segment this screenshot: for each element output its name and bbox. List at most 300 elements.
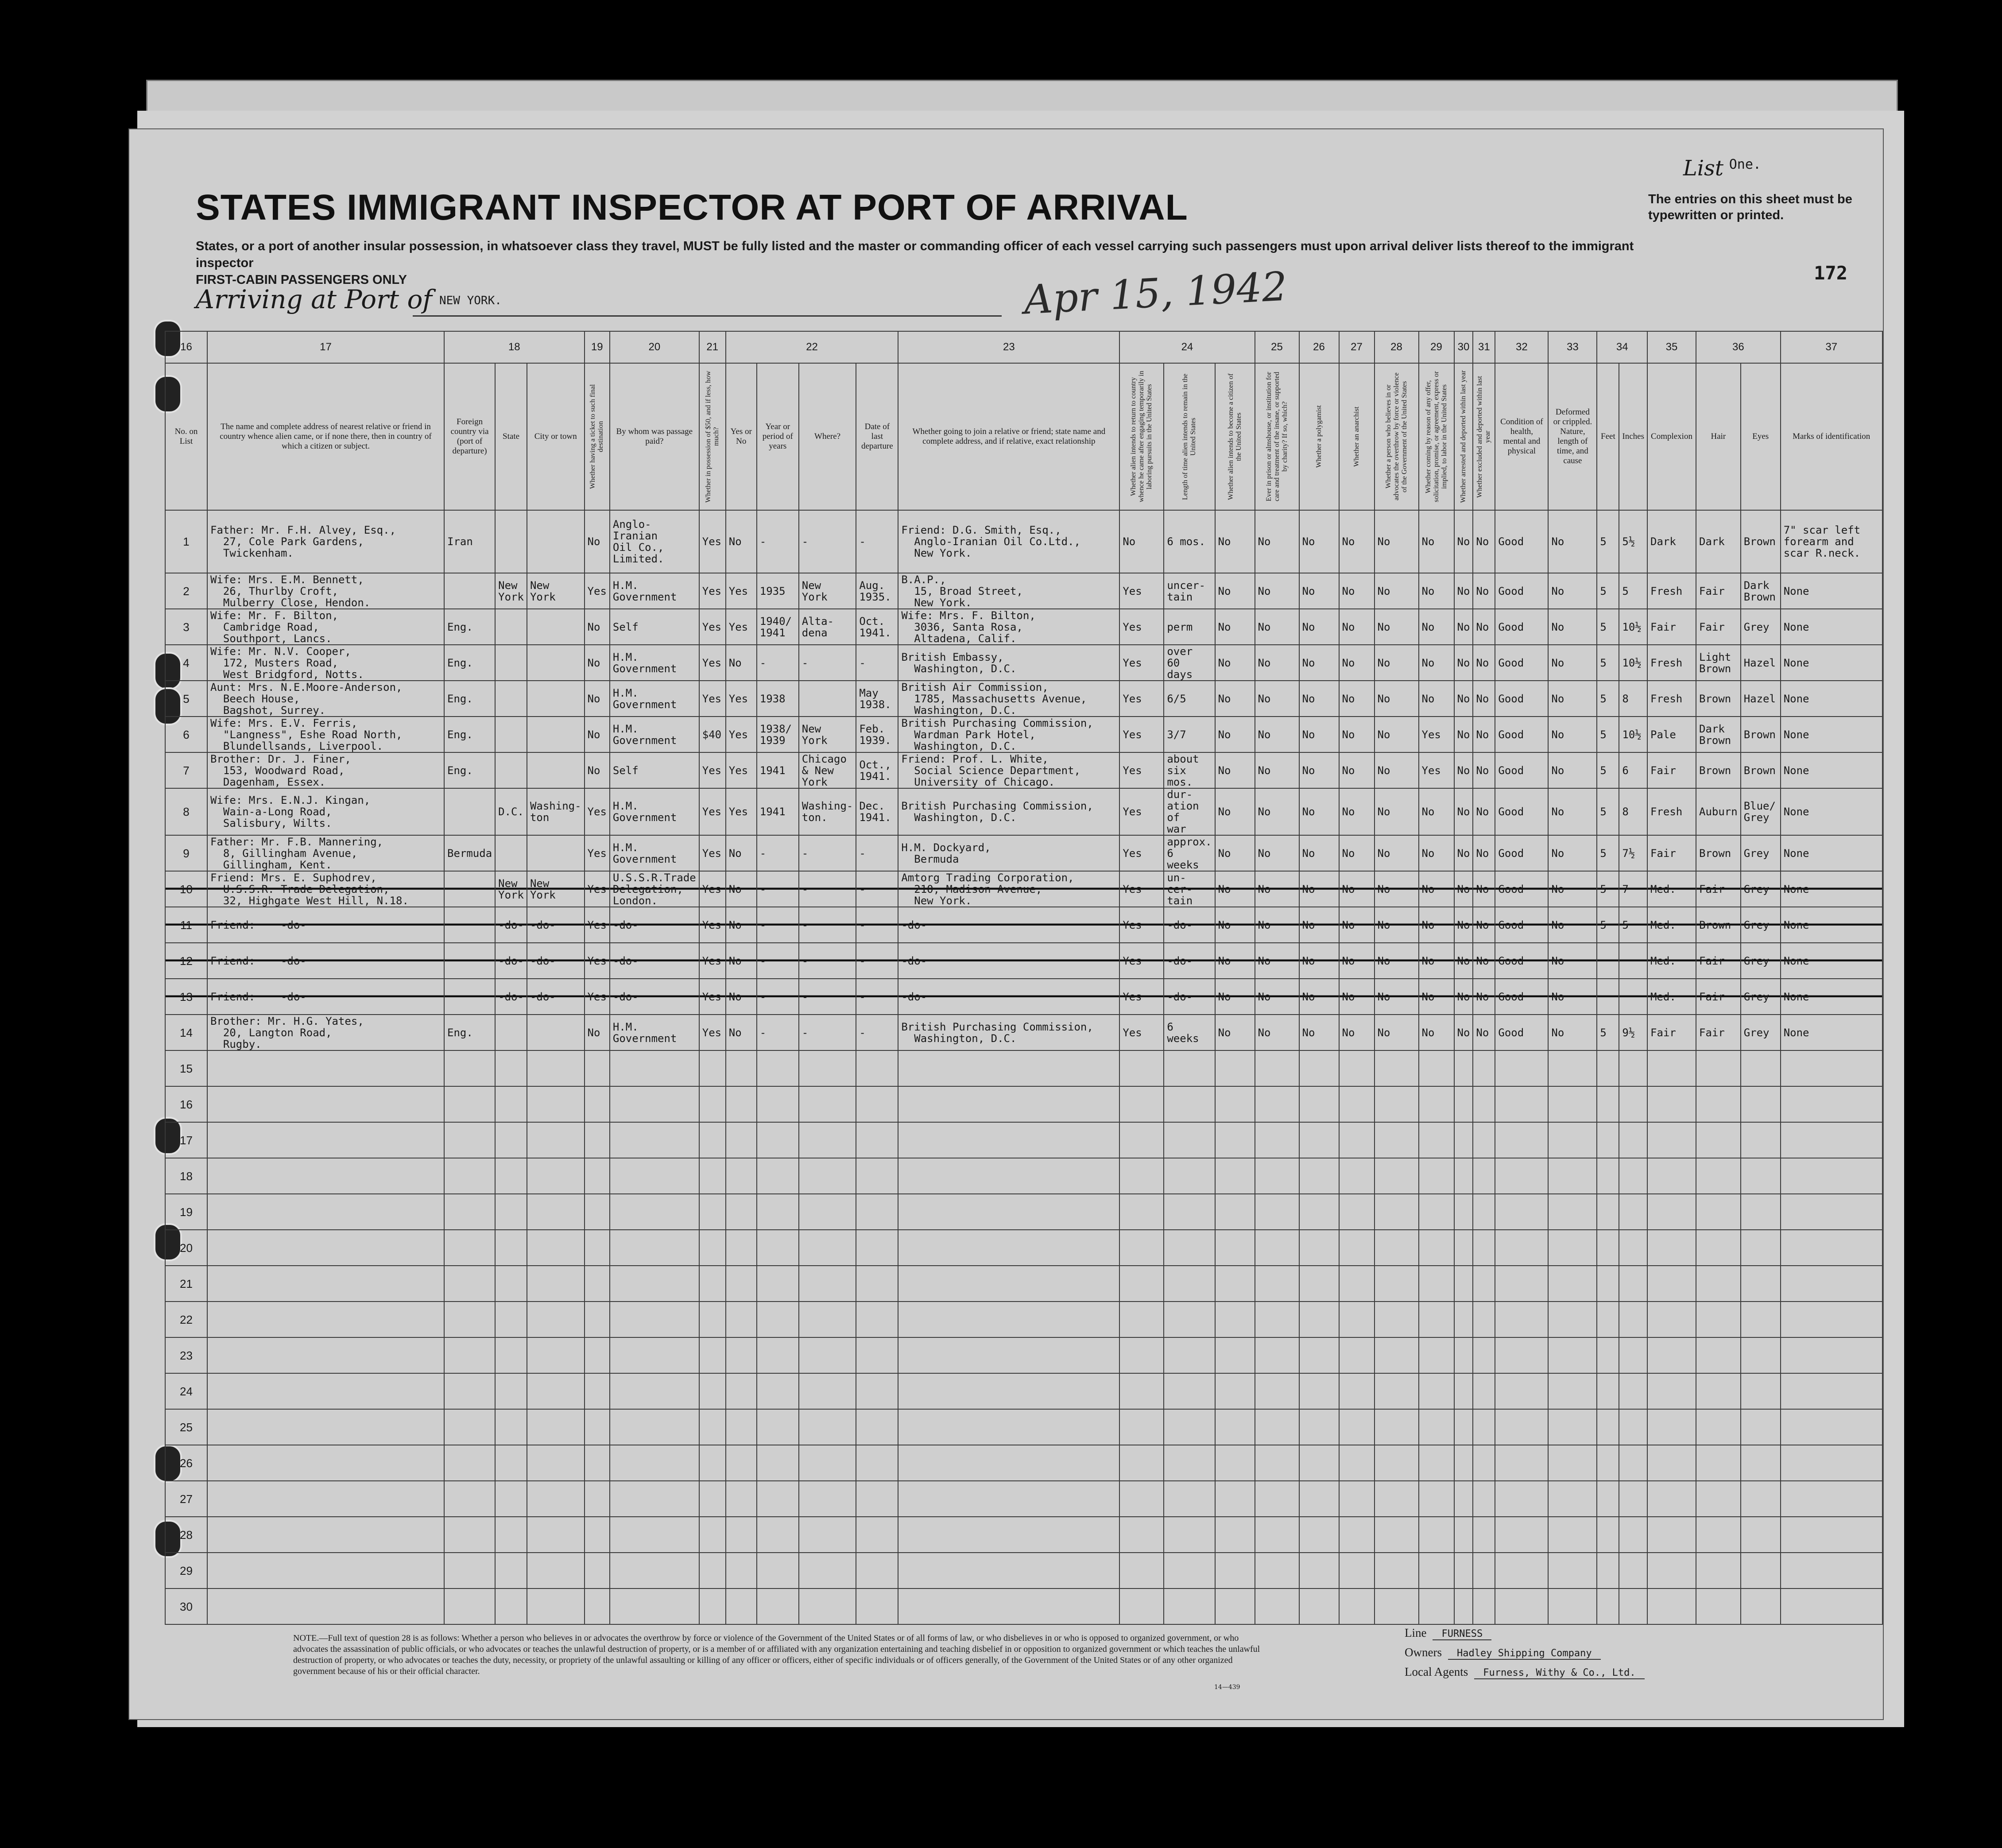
cell-state — [495, 1588, 527, 1624]
cell-ticket: No — [585, 1015, 610, 1050]
cell-no: 22 — [165, 1302, 207, 1337]
cell-years: - — [757, 943, 799, 979]
cell-p3 — [1164, 1266, 1215, 1302]
col-join: Whether going to join a relative or friend; state name and complete address, and if relative, exact relationship — [898, 363, 1119, 510]
cell-city — [527, 835, 585, 871]
cell-eyes: Grey — [1741, 1015, 1781, 1050]
cell-state — [495, 1122, 527, 1158]
cell-years — [757, 1194, 799, 1230]
cell-ticket — [585, 1445, 610, 1481]
cell-before: No — [726, 979, 757, 1015]
col-num: 31 — [1473, 331, 1495, 363]
cell-relative: Wife: Mrs. E.N.J. Kingan, Wain-a-Long Road, Salisbury, Wilts. — [207, 788, 444, 835]
cell-foreign: Eng. — [444, 1015, 495, 1050]
cell-join: -do- — [898, 979, 1119, 1015]
cell-c29 — [1419, 1481, 1454, 1517]
cell-c28: No — [1375, 907, 1419, 943]
cell-eyes — [1741, 1445, 1781, 1481]
cell-hair: Brown — [1696, 835, 1741, 871]
cell-years — [757, 1553, 799, 1588]
page-number: 172 — [1814, 262, 1847, 284]
cell-c25 — [1255, 1086, 1299, 1122]
cell-p3: uncer- tain — [1164, 573, 1215, 609]
cell-c31: No — [1473, 835, 1495, 871]
cell-p3: over 60 days — [1164, 645, 1215, 681]
cell-p3 — [1164, 1481, 1215, 1517]
cell-deformed — [1548, 1050, 1597, 1086]
table-row — [165, 752, 1882, 788]
cell-inches: 5 — [1619, 573, 1647, 609]
cell-relative: Wife: Mrs. E.M. Bennett, 26, Thurlby Croft, Mulberry Close, Hendon. — [207, 573, 444, 609]
cell-feet — [1597, 1122, 1619, 1158]
cell-state — [495, 1050, 527, 1086]
cell-state — [495, 1086, 527, 1122]
cell-years: - — [757, 871, 799, 907]
col-hair: Hair — [1696, 363, 1741, 510]
cell-deformed — [1548, 1517, 1597, 1553]
cell-state — [495, 835, 527, 871]
cell-c29 — [1419, 1337, 1454, 1373]
cell-health — [1495, 1337, 1548, 1373]
cell-c26: No — [1299, 907, 1339, 943]
cell-eyes — [1741, 1517, 1781, 1553]
cell-dep: - — [856, 645, 898, 681]
cell-eyes: Brown — [1741, 752, 1781, 788]
cell-ticket — [585, 1158, 610, 1194]
cell-c26: No — [1299, 645, 1339, 681]
cell-p1: Yes — [1119, 752, 1164, 788]
cell-inches — [1619, 1445, 1647, 1481]
cell-inches — [1619, 1194, 1647, 1230]
cell-dep — [856, 1086, 898, 1122]
cell-paid: Anglo- Iranian Oil Co., Limited. — [610, 510, 699, 573]
cell-foreign — [444, 907, 495, 943]
cell-where: New York — [799, 717, 856, 752]
cell-before — [726, 1266, 757, 1302]
cell-marks — [1781, 1373, 1882, 1409]
table-row — [165, 1266, 1882, 1302]
cell-no: 21 — [165, 1266, 207, 1302]
cell-c28 — [1375, 1302, 1419, 1337]
cell-years: - — [757, 907, 799, 943]
cell-no: 20 — [165, 1230, 207, 1266]
cell-feet: 5 — [1597, 609, 1619, 645]
cell-c27: No — [1339, 752, 1375, 788]
cell-c27: No — [1339, 943, 1375, 979]
cell-deformed: No — [1548, 943, 1597, 979]
cell-c29 — [1419, 1230, 1454, 1266]
cell-relative: Wife: Mrs. E.V. Ferris, "Langness", Eshe Road North, Blundellsands, Liverpool. — [207, 717, 444, 752]
cell-ticket: No — [585, 510, 610, 573]
cell-complexion: Fair — [1647, 1015, 1696, 1050]
cell-paid: H.M. Government — [610, 573, 699, 609]
cell-p1 — [1119, 1373, 1164, 1409]
cell-feet: 5 — [1597, 907, 1619, 943]
cell-where — [799, 1517, 856, 1553]
cell-before: Yes — [726, 681, 757, 717]
line-owners-agents — [1405, 1626, 1715, 1685]
cell-ticket — [585, 1122, 610, 1158]
cell-c28: No — [1375, 788, 1419, 835]
cell-where: - — [799, 979, 856, 1015]
cell-fifty: Yes — [699, 681, 726, 717]
cell-c25: No — [1255, 979, 1299, 1015]
cell-c29 — [1419, 1373, 1454, 1409]
cell-hair: Light Brown — [1696, 645, 1741, 681]
col-city: City or town — [527, 363, 585, 510]
cell-fifty — [699, 1050, 726, 1086]
cell-c25 — [1255, 1445, 1299, 1481]
cell-deformed — [1548, 1086, 1597, 1122]
line-label: Line — [1405, 1626, 1427, 1639]
cell-c25 — [1255, 1158, 1299, 1194]
cell-c28: No — [1375, 510, 1419, 573]
col-q30-label: Whether arrested and deported within last year — [1459, 370, 1467, 503]
table-row — [165, 1015, 1882, 1050]
cell-p3 — [1164, 1194, 1215, 1230]
cell-deformed: No — [1548, 871, 1597, 907]
col-marks: Marks of identification — [1781, 363, 1882, 510]
cell-feet: 5 — [1597, 871, 1619, 907]
cell-deformed: No — [1548, 835, 1597, 871]
cell-marks — [1781, 1337, 1882, 1373]
cell-join: British Air Commission, 1785, Massachusetts Avenue, Washington, D.C. — [898, 681, 1119, 717]
agents-value: Furness, Withy & Co., Ltd. — [1474, 1667, 1644, 1679]
cell-fifty — [699, 1553, 726, 1588]
cell-before — [726, 1230, 757, 1266]
cell-p1 — [1119, 1445, 1164, 1481]
cell-p3 — [1164, 1409, 1215, 1445]
cell-before — [726, 1194, 757, 1230]
cell-relative: Father: Mr. F.H. Alvey, Esq., 27, Cole Park Gardens, Twickenham. — [207, 510, 444, 573]
cell-c27: No — [1339, 645, 1375, 681]
table-row — [165, 1230, 1882, 1266]
cell-before: No — [726, 510, 757, 573]
cell-c31: No — [1473, 573, 1495, 609]
cell-p1 — [1119, 1302, 1164, 1337]
cell-foreign — [444, 1373, 495, 1409]
cell-deformed: No — [1548, 717, 1597, 752]
cell-before: Yes — [726, 717, 757, 752]
cell-no: 9 — [165, 835, 207, 871]
cell-paid: -do- — [610, 943, 699, 979]
cell-c29 — [1419, 1409, 1454, 1445]
cell-c31: No — [1473, 871, 1495, 907]
cell-fifty — [699, 1445, 726, 1481]
cell-c26: No — [1299, 573, 1339, 609]
cell-fifty: Yes — [699, 871, 726, 907]
col-num: 26 — [1299, 331, 1339, 363]
col-foreign-country: Foreign country via (port of departure) — [444, 363, 495, 510]
cell-c25 — [1255, 1122, 1299, 1158]
cell-c29: No — [1419, 1015, 1454, 1050]
cell-years: 1941 — [757, 788, 799, 835]
cell-years — [757, 1517, 799, 1553]
cell-dep: - — [856, 1015, 898, 1050]
cell-health — [1495, 1158, 1548, 1194]
cell-complexion: Fair — [1647, 835, 1696, 871]
cell-c29 — [1419, 1588, 1454, 1624]
cell-c29: No — [1419, 609, 1454, 645]
col-num: 17 — [207, 331, 444, 363]
cell-c27: No — [1339, 609, 1375, 645]
cell-c25 — [1255, 1553, 1299, 1588]
cell-years — [757, 1158, 799, 1194]
cell-paid: H.M. Government — [610, 788, 699, 835]
cell-p4: No — [1215, 510, 1255, 573]
cell-c28 — [1375, 1337, 1419, 1373]
cell-c30 — [1454, 1588, 1473, 1624]
cell-marks — [1781, 1588, 1882, 1624]
cell-years: - — [757, 835, 799, 871]
cell-ticket: Yes — [585, 788, 610, 835]
cell-eyes — [1741, 1337, 1781, 1373]
cell-foreign — [444, 871, 495, 907]
cell-dep: - — [856, 871, 898, 907]
cell-years — [757, 1481, 799, 1517]
cell-ticket — [585, 1086, 610, 1122]
cell-dep — [856, 1588, 898, 1624]
page-title: STATES IMMIGRANT INSPECTOR AT PORT OF ARRIVAL — [196, 187, 1188, 228]
cell-dep: - — [856, 835, 898, 871]
cell-state — [495, 1158, 527, 1194]
cell-p3 — [1164, 1517, 1215, 1553]
cell-eyes — [1741, 1230, 1781, 1266]
cell-join — [898, 1302, 1119, 1337]
cell-marks: None — [1781, 645, 1882, 681]
cell-relative — [207, 1409, 444, 1445]
cell-p4 — [1215, 1194, 1255, 1230]
manifest-sheet — [128, 128, 1884, 1720]
cell-c26 — [1299, 1230, 1339, 1266]
cell-relative: Wife: Mr. F. Bilton, Cambridge Road, Southport, Lancs. — [207, 609, 444, 645]
cell-no: 8 — [165, 788, 207, 835]
cell-complexion — [1647, 1517, 1696, 1553]
cell-relative: Friend: -do- — [207, 907, 444, 943]
col-before-departure: Date of last departure — [856, 363, 898, 510]
cell-where — [799, 1481, 856, 1517]
arrival-date: Apr 15, 1942 — [1022, 263, 1289, 324]
cell-years: 1935 — [757, 573, 799, 609]
cell-paid — [610, 1122, 699, 1158]
cell-eyes: Grey — [1741, 943, 1781, 979]
cell-join — [898, 1337, 1119, 1373]
cell-feet — [1597, 1481, 1619, 1517]
cell-dep — [856, 1337, 898, 1373]
cell-fifty: Yes — [699, 752, 726, 788]
cell-deformed: No — [1548, 609, 1597, 645]
cell-c31 — [1473, 1158, 1495, 1194]
table-row — [165, 510, 1882, 573]
cell-relative — [207, 1230, 444, 1266]
cell-inches: 10½ — [1619, 609, 1647, 645]
cell-feet: 5 — [1597, 645, 1619, 681]
cell-c27 — [1339, 1230, 1375, 1266]
cell-feet — [1597, 1302, 1619, 1337]
cell-ticket — [585, 1230, 610, 1266]
cell-foreign: Eng. — [444, 645, 495, 681]
cell-p3 — [1164, 1230, 1215, 1266]
agents-row — [1405, 1665, 1715, 1685]
cell-where: - — [799, 871, 856, 907]
cell-p4: No — [1215, 907, 1255, 943]
col-length-stay — [1164, 363, 1215, 510]
cell-inches — [1619, 1266, 1647, 1302]
cell-dep — [856, 1445, 898, 1481]
cell-health: Good — [1495, 609, 1548, 645]
table-row — [165, 1445, 1882, 1481]
table-row — [165, 835, 1882, 871]
cell-before — [726, 1517, 757, 1553]
cell-c27 — [1339, 1517, 1375, 1553]
cell-before — [726, 1337, 757, 1373]
table-row — [165, 1553, 1882, 1588]
cell-marks: None — [1781, 943, 1882, 979]
cell-paid — [610, 1445, 699, 1481]
cell-p3: perm — [1164, 609, 1215, 645]
cell-eyes: Grey — [1741, 609, 1781, 645]
cell-c27: No — [1339, 573, 1375, 609]
cell-c26 — [1299, 1373, 1339, 1409]
cell-c27: No — [1339, 717, 1375, 752]
cell-c29: Yes — [1419, 752, 1454, 788]
cell-years: - — [757, 510, 799, 573]
cell-c28 — [1375, 1230, 1419, 1266]
cell-c30: No — [1454, 717, 1473, 752]
col-num: 20 — [610, 331, 699, 363]
col-num: 25 — [1255, 331, 1299, 363]
cell-c26: No — [1299, 609, 1339, 645]
cell-c25: No — [1255, 645, 1299, 681]
cell-before: No — [726, 871, 757, 907]
cell-p3: -do- — [1164, 943, 1215, 979]
cell-p4 — [1215, 1553, 1255, 1588]
cell-health: Good — [1495, 510, 1548, 573]
cell-p1 — [1119, 1337, 1164, 1373]
cell-marks: None — [1781, 717, 1882, 752]
cell-c25: No — [1255, 609, 1299, 645]
cell-eyes — [1741, 1122, 1781, 1158]
cell-hair — [1696, 1086, 1741, 1122]
cell-c25: No — [1255, 717, 1299, 752]
cell-where: - — [799, 943, 856, 979]
cell-c29: No — [1419, 871, 1454, 907]
col-num: 16 — [165, 331, 207, 363]
cell-p3 — [1164, 1373, 1215, 1409]
cell-paid — [610, 1337, 699, 1373]
cell-health: Good — [1495, 871, 1548, 907]
cell-c30 — [1454, 1086, 1473, 1122]
cell-no: 19 — [165, 1194, 207, 1230]
cell-c28 — [1375, 1409, 1419, 1445]
cell-health: Good — [1495, 645, 1548, 681]
cell-c27 — [1339, 1302, 1375, 1337]
cell-state — [495, 1445, 527, 1481]
table-row — [165, 1409, 1882, 1445]
col-polygamist-label: Whether a polygamist — [1315, 405, 1323, 468]
cell-c31 — [1473, 1194, 1495, 1230]
cell-c28: No — [1375, 645, 1419, 681]
cell-complexion — [1647, 1230, 1696, 1266]
cell-no: 10 — [165, 871, 207, 907]
cell-complexion — [1647, 1553, 1696, 1588]
cell-inches: 10½ — [1619, 645, 1647, 681]
cell-marks — [1781, 1409, 1882, 1445]
cell-feet: 5 — [1597, 788, 1619, 835]
table-row — [165, 609, 1882, 645]
cell-city — [527, 1050, 585, 1086]
cell-paid — [610, 1373, 699, 1409]
cell-ticket: No — [585, 681, 610, 717]
col-ticket-label: Whether having a ticket to such final destination — [589, 384, 605, 489]
cell-deformed — [1548, 1337, 1597, 1373]
cell-feet: 5 — [1597, 573, 1619, 609]
cell-c29: No — [1419, 681, 1454, 717]
cell-p3: approx. 6 weeks — [1164, 835, 1215, 871]
cell-hair: Fair — [1696, 1015, 1741, 1050]
cell-c31: No — [1473, 609, 1495, 645]
cell-no: 13 — [165, 979, 207, 1015]
cell-relative — [207, 1158, 444, 1194]
cell-relative — [207, 1086, 444, 1122]
cell-ticket — [585, 1337, 610, 1373]
cell-c27: No — [1339, 871, 1375, 907]
cell-deformed: No — [1548, 752, 1597, 788]
cell-foreign — [444, 1122, 495, 1158]
cell-state — [495, 1517, 527, 1553]
cell-paid — [610, 1266, 699, 1302]
cell-paid — [610, 1158, 699, 1194]
cell-where: - — [799, 1015, 856, 1050]
cell-eyes — [1741, 1050, 1781, 1086]
cell-complexion — [1647, 1481, 1696, 1517]
cell-before: No — [726, 835, 757, 871]
table-row — [165, 645, 1882, 681]
cell-eyes — [1741, 1588, 1781, 1624]
cell-hair — [1696, 1122, 1741, 1158]
cell-deformed: No — [1548, 573, 1597, 609]
col-num: 32 — [1495, 331, 1548, 363]
cell-c31: No — [1473, 752, 1495, 788]
cell-relative — [207, 1302, 444, 1337]
cell-c30: No — [1454, 979, 1473, 1015]
cell-years — [757, 1337, 799, 1373]
cell-c29 — [1419, 1517, 1454, 1553]
cell-city — [527, 1445, 585, 1481]
cell-marks: None — [1781, 609, 1882, 645]
cell-where — [799, 1158, 856, 1194]
cell-join: B.A.P., 15, Broad Street, New York. — [898, 573, 1119, 609]
cell-no: 26 — [165, 1445, 207, 1481]
cell-health — [1495, 1481, 1548, 1517]
cell-hair — [1696, 1373, 1741, 1409]
cell-c28 — [1375, 1373, 1419, 1409]
cell-where — [799, 1266, 856, 1302]
cell-where: - — [799, 645, 856, 681]
cell-c25 — [1255, 1302, 1299, 1337]
col-q28-label: Whether a person who believes in or advocates the overthrow by force or violence of the Government of the United States — [1384, 372, 1408, 501]
cell-c27: No — [1339, 788, 1375, 835]
col-num: 18 — [444, 331, 585, 363]
cell-city — [527, 1194, 585, 1230]
cell-p1 — [1119, 1122, 1164, 1158]
cell-p4: No — [1215, 573, 1255, 609]
cell-paid: H.M. Government — [610, 645, 699, 681]
cell-foreign — [444, 1481, 495, 1517]
cell-hair — [1696, 1050, 1741, 1086]
cell-c25 — [1255, 1230, 1299, 1266]
cell-state — [495, 1266, 527, 1302]
